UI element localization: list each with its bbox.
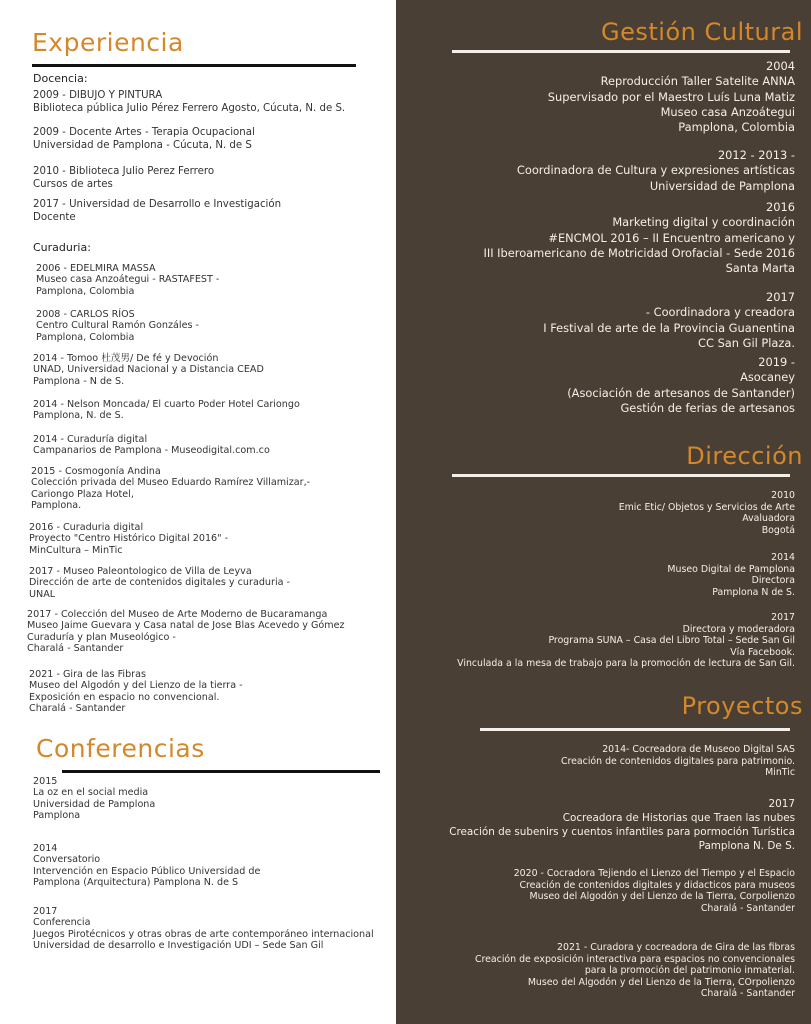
entry-line: 2017 (33, 906, 58, 917)
entry-line: Cocreadora de Historias que Traen las nubes (562, 812, 795, 824)
entry-line: Universidad de Pamplona (33, 798, 156, 810)
entry-line: Pamplona, Colombia (678, 120, 795, 135)
entry (548, 59, 795, 135)
gestion-rule (452, 50, 790, 53)
entry (33, 843, 260, 889)
entry-line: Reproducción Taller Satelite ANNA (600, 74, 795, 89)
entry-line: MinCultura – MinTic (29, 544, 123, 556)
entry-line: Cursos de artes (33, 178, 113, 190)
entry (514, 868, 795, 914)
entry-line: 2009 - DIBUJO Y PINTURA (33, 90, 163, 101)
direccion-rule (452, 474, 790, 477)
entry-line: Avaluadora (742, 513, 795, 525)
entry-line: 2014 - Nelson Moncada/ El cuarto Poder Hotel Cariongo (33, 399, 300, 410)
entry-line: Charalá - Santander (700, 902, 795, 914)
entry-line: 2012 - 2013 - (717, 148, 795, 162)
docencia-label: Docencia: (33, 72, 88, 85)
entry-line: Proyecto "Centro Histórico Digital 2016" - (29, 533, 229, 545)
entry-line: 2016 - Curaduria digital (29, 522, 144, 533)
entry-line: 2009 - Docente Artes - Terapia Ocupacional (33, 127, 255, 138)
entry (543, 290, 795, 351)
entry-line: para la promoción del patrimonio inmaterial. (584, 965, 795, 977)
entry-line: Pamplona N de S. (712, 586, 795, 598)
entry (667, 552, 795, 598)
entry-line: 2021 - Curadora y cocreadora de Gira de las fibras (557, 942, 795, 953)
entry (449, 797, 795, 853)
entry-line: Museo Jaime Guevara y Casa natal de Jose Blas Acevedo y Gómez (27, 620, 345, 632)
entry-line: Museo Digital de Pamplona (667, 563, 795, 575)
entry (33, 127, 255, 152)
entry-line: Universidad de desarrollo e Investigación UDI – Sede San Gil (33, 940, 324, 952)
entry-line: UNAD, Universidad Nacional y a Distancia CEAD (33, 364, 264, 376)
entry-line: Universidad de Pamplona (649, 178, 795, 193)
entry (33, 776, 155, 822)
entry (33, 399, 300, 422)
entry-line: Directora (751, 575, 795, 587)
entry-line: I Festival de arte de la Provincia Guanentina (543, 320, 795, 335)
entry-line: Museo del Algodón y del Lienzo de la Tierra, COrpolienzo (527, 976, 795, 988)
entry-line: 2010 - Biblioteca Julio Perez Ferrero (33, 166, 215, 177)
proyectos-rule (480, 728, 790, 731)
entry (475, 942, 795, 1000)
entry-line: Santa Marta (725, 261, 795, 276)
curaduria-label: Curaduria: (33, 241, 91, 254)
entry-line: Docente (33, 211, 76, 223)
gestion-heading: Gestión Cultural (601, 18, 803, 46)
entry-line: III Iberoamericano de Motricidad Orofacial - Sede 2016 (483, 245, 795, 260)
entry-line: 2017 - Museo Paleontologico de Villa de Leyva (29, 566, 252, 577)
entry-line: 2020 - Cocradora Tejiendo el Lienzo del Tiempo y el Espacio (513, 868, 795, 879)
entry-line: Creación de contenidos digitales para patrimonio. (560, 755, 795, 767)
entry-line: Emic Etic/ Objetos y Servicios de Arte (618, 501, 795, 513)
right-column (396, 0, 811, 1024)
entry-line: Asocaney (740, 370, 795, 385)
entry-line: 2014 - Curaduría digital (33, 434, 148, 445)
entry-line: Pamplona - N de S. (33, 375, 125, 387)
left-column (0, 0, 396, 1024)
entry-line: Programa SUNA – Casa del Libro Total – Sede San Gil (548, 635, 795, 647)
entry (29, 669, 243, 715)
entry (36, 263, 219, 297)
entry-line: #ENCMOL 2016 – II Encuentro americano y (548, 230, 795, 245)
entry (33, 906, 374, 952)
entry-line: 2004 (766, 59, 795, 73)
entry-line: Marketing digital y coordinación (612, 215, 795, 230)
entry-line: 2021 - Gira de las Fibras (29, 669, 146, 680)
entry-line: 2010 (771, 490, 795, 501)
entry (33, 90, 345, 115)
entry-line: Vinculada a la mesa de trabajo para la promoción de lectura de San Gil. (457, 658, 795, 670)
entry-line: Cariongo Plaza Hotel, (31, 488, 134, 500)
entry-line: Conferencia (33, 917, 91, 929)
entry-line: (Asociación de artesanos de Santander) (567, 385, 795, 400)
entry-line: 2014 - Tomoo 杜茂男/ De fé y Devoción (33, 353, 219, 364)
entry-line: Gestión de ferias de artesanos (620, 400, 795, 415)
entry-line: 2017 - Universidad de Desarrollo e Investigación (33, 199, 282, 210)
entry-line: Museo del Algodón y del Lienzo de la Tierra, Corpolienzo (529, 891, 795, 903)
entry (33, 199, 281, 224)
entry (33, 353, 264, 387)
entry-line: CC San Gil Plaza. (698, 335, 795, 350)
entry-line: 2015 - Cosmogonía Andina (31, 466, 161, 477)
entry (517, 148, 795, 194)
entry-line: Coordinadora de Cultura y expresiones artísticas (516, 163, 795, 178)
entry-line: Dirección de arte de contenidos digitales y curaduria - (29, 577, 291, 589)
entry-line: Directora y moderadora (682, 623, 795, 635)
entry-line: Museo del Algodón y del Lienzo de la tierra - (29, 680, 243, 692)
entry-line: Pamplona (Arquitectura) Pamplona N. de S (33, 877, 239, 889)
entry-line: Biblioteca pública Julio Pérez Ferrero Agosto, Cúcuta, N. de S. (33, 102, 346, 114)
entry-line: Creación de exposición interactiva para espacios no convencionales (474, 953, 795, 965)
entry-line: 2014 (771, 552, 795, 563)
entry-line: La oz en el social media (33, 787, 149, 799)
conferencias-heading: Conferencias (36, 734, 205, 763)
entry-line: Museo casa Anzoátegui (660, 104, 795, 119)
entry-line: Bogotá (761, 524, 795, 536)
entry-line: Charalá - Santander (27, 643, 124, 655)
entry-line: Museo casa Anzoátegui - RASTAFEST - (36, 274, 220, 286)
proyectos-heading: Proyectos (681, 692, 803, 720)
entry-line: Colección privada del Museo Eduardo Ramírez Villamizar,- (31, 477, 311, 489)
entry-line: Pamplona. (31, 500, 82, 512)
entry (619, 490, 795, 536)
entry-line: 2015 (33, 776, 58, 787)
entry-line: Intervención en Espacio Público Universidad de (33, 865, 261, 877)
entry-line: 2019 - (758, 355, 795, 369)
entry-line: 2016 (766, 200, 795, 214)
entry-line: 2017 (766, 290, 795, 304)
entry-line: 2008 - CARLOS RÍOS (36, 309, 135, 320)
entry (567, 355, 795, 416)
entry-line: Pamplona, Colombia (36, 331, 135, 343)
entry-line: Campanarios de Pamplona - Museodigital.com.co (33, 445, 270, 457)
entry-line: 2017 (768, 798, 795, 810)
entry (29, 522, 228, 556)
entry-line: Conversatorio (33, 854, 101, 866)
entry (483, 200, 795, 276)
entry-line: 2017 (771, 612, 795, 623)
entry-line: Curaduría y plan Museológico - (27, 631, 176, 643)
entry-line: Vía Facebook. (730, 646, 795, 658)
entry-line: - Coordinadora y creadora (645, 305, 795, 320)
entry-line: Juegos Pirotécnicos y otras obras de arte contemporáneo internacional (33, 928, 374, 940)
entry (561, 744, 795, 779)
entry-line: 2017 - Colección del Museo de Arte Moderno de Bucaramanga (27, 609, 328, 620)
entry-line: Charalá - Santander (29, 703, 126, 715)
entry (457, 612, 795, 670)
entry-line: MinTic (765, 767, 795, 779)
entry-line: Creación de subenirs y cuentos infantiles para pormoción Turística (449, 826, 795, 838)
entry-line: Supervisado por el Maestro Luís Luna Matiz (547, 89, 795, 104)
entry-line: Pamplona (33, 810, 81, 822)
experiencia-heading: Experiencia (32, 28, 184, 57)
entry-line: 2006 - EDELMIRA MASSA (36, 263, 156, 274)
conferencias-rule (62, 770, 380, 773)
experiencia-rule (32, 64, 356, 67)
entry (36, 309, 199, 343)
entry (33, 434, 270, 457)
entry-line: Creación de contenidos digitales y didacticos para museos (519, 879, 795, 891)
entry-line: Exposición en espacio no convencional. (29, 691, 220, 703)
entry-line: Pamplona, Colombia (36, 285, 135, 297)
entry-line: Centro Cultural Ramón Gonzáles - (36, 320, 199, 332)
entry (29, 566, 290, 600)
entry-line: 2014 (33, 843, 58, 854)
entry (33, 166, 214, 191)
entry (27, 609, 345, 655)
entry-line: 2014- Cocreadora de Museoo Digital SAS (602, 744, 795, 755)
entry (31, 466, 310, 512)
direccion-heading: Dirección (686, 442, 803, 470)
entry-line: Universidad de Pamplona - Cúcuta, N. de S (33, 139, 252, 151)
entry-line: Pamplona, N. de S. (33, 410, 124, 422)
entry-line: UNAL (29, 588, 56, 600)
entry-line: Charalá - Santander (700, 988, 795, 1000)
entry-line: Pamplona N. De S. (698, 840, 795, 852)
